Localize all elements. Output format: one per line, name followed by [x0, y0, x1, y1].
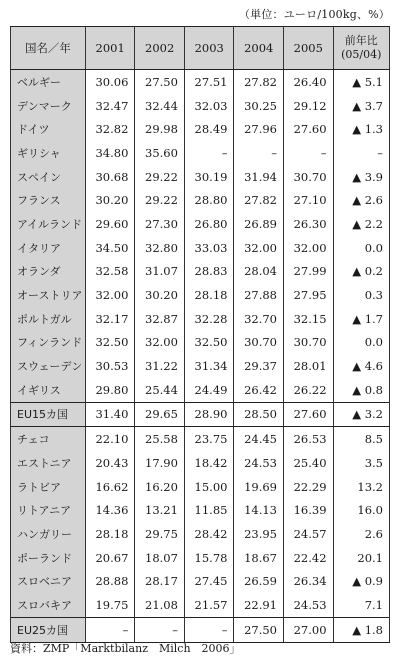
value-cell: 27.82 — [234, 70, 284, 94]
value-cell: 32.28 — [184, 307, 234, 331]
table-row — [11, 498, 390, 522]
value-cell: 13.21 — [135, 498, 185, 522]
value-cell: 32.00 — [284, 236, 334, 260]
value-cell: 32.03 — [184, 94, 234, 118]
value-cell: 15.00 — [184, 475, 234, 499]
change-cell: ▲ 5.1 — [333, 70, 389, 94]
value-cell: 29.22 — [135, 188, 185, 212]
change-cell: ▲ 2.2 — [333, 212, 389, 236]
value-cell: 27.51 — [184, 70, 234, 94]
value-cell: 26.30 — [284, 212, 334, 236]
table-row — [11, 212, 390, 236]
value-cell: 25.44 — [135, 378, 185, 402]
value-cell: 26.42 — [234, 378, 284, 402]
value-cell: 22.42 — [284, 546, 334, 570]
value-cell: 26.80 — [184, 212, 234, 236]
change-cell: 0.0 — [333, 331, 389, 355]
table-row — [11, 165, 390, 189]
value-cell: 35.60 — [135, 141, 185, 165]
country-cell: EU25カ国 — [11, 617, 86, 642]
value-cell: 29.12 — [284, 94, 334, 118]
value-cell: 28.80 — [184, 188, 234, 212]
value-cell: 24.49 — [184, 378, 234, 402]
country-cell: イタリア — [11, 236, 86, 260]
value-cell: 28.18 — [85, 522, 135, 546]
change-cell: 2.6 — [333, 522, 389, 546]
value-cell: 34.80 — [85, 141, 135, 165]
country-cell: EU15カ国 — [11, 402, 86, 427]
value-cell: 22.10 — [85, 427, 135, 451]
table-row — [11, 522, 390, 546]
value-cell: 19.69 — [234, 475, 284, 499]
country-cell: スロバキア — [11, 593, 86, 617]
change-cell: 7.1 — [333, 593, 389, 617]
country-cell: ポルトガル — [11, 307, 86, 331]
value-cell: 28.04 — [234, 260, 284, 284]
table-row — [11, 475, 390, 499]
value-cell: 30.25 — [234, 94, 284, 118]
table-row — [11, 331, 390, 355]
value-cell: 29.60 — [85, 212, 135, 236]
value-cell: 23.95 — [234, 522, 284, 546]
value-cell: 24.53 — [284, 593, 334, 617]
value-cell: 29.98 — [135, 117, 185, 141]
value-cell: 19.75 — [85, 593, 135, 617]
table-row — [11, 117, 390, 141]
change-cell: ▲ 0.2 — [333, 260, 389, 284]
change-cell: 20.1 — [333, 546, 389, 570]
table-row — [11, 70, 390, 94]
country-cell: イギリス — [11, 378, 86, 402]
value-cell: 25.58 — [135, 427, 185, 451]
value-cell: 27.82 — [234, 188, 284, 212]
value-cell: 26.59 — [234, 569, 284, 593]
value-cell: 27.99 — [284, 260, 334, 284]
table-body — [11, 70, 390, 643]
value-cell: 29.80 — [85, 378, 135, 402]
value-cell: 32.44 — [135, 94, 185, 118]
value-cell: 28.18 — [184, 283, 234, 307]
value-cell: 27.96 — [234, 117, 284, 141]
change-cell: 0.3 — [333, 283, 389, 307]
value-cell: 28.88 — [85, 569, 135, 593]
value-cell: – — [184, 617, 234, 642]
change-cell: 16.0 — [333, 498, 389, 522]
value-cell: 30.70 — [284, 165, 334, 189]
value-cell: 16.20 — [135, 475, 185, 499]
value-cell: 14.13 — [234, 498, 284, 522]
value-cell: 32.00 — [234, 236, 284, 260]
value-cell: 32.15 — [284, 307, 334, 331]
value-cell: 32.50 — [184, 331, 234, 355]
value-cell: 30.68 — [85, 165, 135, 189]
value-cell: 32.00 — [85, 283, 135, 307]
value-cell: 28.01 — [284, 354, 334, 378]
header-change-period: (05/04) — [341, 48, 382, 61]
value-cell: – — [284, 141, 334, 165]
change-cell: ▲ 1.3 — [333, 117, 389, 141]
value-cell: 27.50 — [135, 70, 185, 94]
value-cell: 26.53 — [284, 427, 334, 451]
value-cell: – — [234, 141, 284, 165]
value-cell: 23.75 — [184, 427, 234, 451]
value-cell: 27.88 — [234, 283, 284, 307]
summary-row — [11, 402, 390, 427]
value-cell: 27.10 — [284, 188, 334, 212]
value-cell: 22.29 — [284, 475, 334, 499]
table-row — [11, 307, 390, 331]
value-cell: 26.34 — [284, 569, 334, 593]
table-row — [11, 378, 390, 402]
country-cell: ラトビア — [11, 475, 86, 499]
country-cell: ハンガリー — [11, 522, 86, 546]
table-row — [11, 94, 390, 118]
value-cell: 32.82 — [85, 117, 135, 141]
source-note: 資料：ZMP「Marktbilanz Milch 2006」 — [10, 642, 241, 655]
country-cell: ドイツ — [11, 117, 86, 141]
value-cell: 31.34 — [184, 354, 234, 378]
value-cell: 21.57 — [184, 593, 234, 617]
value-cell: 20.67 — [85, 546, 135, 570]
value-cell: 18.67 — [234, 546, 284, 570]
value-cell: 24.45 — [234, 427, 284, 451]
value-cell: – — [135, 617, 185, 642]
header-year-2005: 2005 — [284, 27, 334, 70]
table-row — [11, 427, 390, 451]
value-cell: 32.47 — [85, 94, 135, 118]
value-cell: 33.03 — [184, 236, 234, 260]
value-cell: 32.87 — [135, 307, 185, 331]
country-cell: リトアニア — [11, 498, 86, 522]
table-row — [11, 354, 390, 378]
header-change — [333, 27, 389, 70]
change-cell: ▲ 3.7 — [333, 94, 389, 118]
header-year-2003: 2003 — [184, 27, 234, 70]
change-cell: ▲ 3.9 — [333, 165, 389, 189]
value-cell: 28.83 — [184, 260, 234, 284]
country-cell: アイルランド — [11, 212, 86, 236]
header-change-label: 前年比 — [344, 34, 378, 47]
table-row — [11, 141, 390, 165]
header-country: 国名／年 — [11, 27, 86, 70]
change-cell: ▲ 2.6 — [333, 188, 389, 212]
value-cell: 22.91 — [234, 593, 284, 617]
change-cell: ▲ 1.8 — [333, 617, 389, 642]
country-cell: オランダ — [11, 260, 86, 284]
value-cell: 25.40 — [284, 451, 334, 475]
value-cell: 27.00 — [284, 617, 334, 642]
country-cell: ギリシャ — [11, 141, 86, 165]
value-cell: 31.94 — [234, 165, 284, 189]
value-cell: 30.19 — [184, 165, 234, 189]
country-cell: スペイン — [11, 165, 86, 189]
change-cell: 0.0 — [333, 236, 389, 260]
value-cell: 32.50 — [85, 331, 135, 355]
value-cell: 31.22 — [135, 354, 185, 378]
milk-price-table — [10, 26, 390, 643]
value-cell: – — [85, 617, 135, 642]
country-cell: オーストリア — [11, 283, 86, 307]
change-cell: ▲ 1.7 — [333, 307, 389, 331]
country-cell: チェコ — [11, 427, 86, 451]
header-year-2001: 2001 — [85, 27, 135, 70]
value-cell: 26.40 — [284, 70, 334, 94]
header-row — [11, 27, 390, 70]
country-cell: スウェーデン — [11, 354, 86, 378]
value-cell: 27.60 — [284, 402, 334, 427]
value-cell: 30.70 — [284, 331, 334, 355]
country-cell: デンマーク — [11, 94, 86, 118]
value-cell: 32.00 — [135, 331, 185, 355]
value-cell: 26.22 — [284, 378, 334, 402]
value-cell: 32.58 — [85, 260, 135, 284]
value-cell: 28.90 — [184, 402, 234, 427]
table-row — [11, 451, 390, 475]
value-cell: 26.89 — [234, 212, 284, 236]
value-cell: 32.70 — [234, 307, 284, 331]
value-cell: 14.36 — [85, 498, 135, 522]
value-cell: 29.75 — [135, 522, 185, 546]
value-cell: 31.07 — [135, 260, 185, 284]
value-cell: 18.07 — [135, 546, 185, 570]
value-cell: 30.53 — [85, 354, 135, 378]
value-cell: 20.43 — [85, 451, 135, 475]
value-cell: 27.45 — [184, 569, 234, 593]
value-cell: 15.78 — [184, 546, 234, 570]
value-cell: 31.40 — [85, 402, 135, 427]
value-cell: 29.22 — [135, 165, 185, 189]
value-cell: 29.37 — [234, 354, 284, 378]
change-cell: ▲ 4.6 — [333, 354, 389, 378]
country-cell: エストニア — [11, 451, 86, 475]
country-cell: フィンランド — [11, 331, 86, 355]
table-row — [11, 546, 390, 570]
value-cell: 29.65 — [135, 402, 185, 427]
value-cell: 28.50 — [234, 402, 284, 427]
value-cell: 27.95 — [284, 283, 334, 307]
value-cell: 17.90 — [135, 451, 185, 475]
value-cell: 32.17 — [85, 307, 135, 331]
value-cell: 27.50 — [234, 617, 284, 642]
change-cell: ▲ 0.9 — [333, 569, 389, 593]
value-cell: 30.20 — [85, 188, 135, 212]
header-year-2002: 2002 — [135, 27, 185, 70]
table-row — [11, 236, 390, 260]
value-cell: – — [184, 141, 234, 165]
country-cell: ポーランド — [11, 546, 86, 570]
table-row — [11, 569, 390, 593]
table-row — [11, 260, 390, 284]
table-row — [11, 283, 390, 307]
value-cell: 24.53 — [234, 451, 284, 475]
value-cell: 18.42 — [184, 451, 234, 475]
summary-row — [11, 617, 390, 642]
value-cell: 21.08 — [135, 593, 185, 617]
country-cell: ベルギー — [11, 70, 86, 94]
change-cell: – — [333, 141, 389, 165]
header-year-2004: 2004 — [234, 27, 284, 70]
value-cell: 11.85 — [184, 498, 234, 522]
value-cell: 16.62 — [85, 475, 135, 499]
value-cell: 16.39 — [284, 498, 334, 522]
value-cell: 28.49 — [184, 117, 234, 141]
change-cell: ▲ 0.8 — [333, 378, 389, 402]
value-cell: 28.17 — [135, 569, 185, 593]
value-cell: 30.20 — [135, 283, 185, 307]
value-cell: 30.06 — [85, 70, 135, 94]
value-cell: 32.80 — [135, 236, 185, 260]
value-cell: 30.70 — [234, 331, 284, 355]
country-cell: フランス — [11, 188, 86, 212]
unit-note: （単位：ユーロ/100kg、%） — [238, 8, 390, 21]
table-row — [11, 188, 390, 212]
change-cell: ▲ 3.2 — [333, 402, 389, 427]
value-cell: 27.30 — [135, 212, 185, 236]
value-cell: 24.57 — [284, 522, 334, 546]
change-cell: 8.5 — [333, 427, 389, 451]
value-cell: 34.50 — [85, 236, 135, 260]
change-cell: 13.2 — [333, 475, 389, 499]
value-cell: 27.60 — [284, 117, 334, 141]
value-cell: 28.42 — [184, 522, 234, 546]
table-row — [11, 593, 390, 617]
country-cell: スロベニア — [11, 569, 86, 593]
change-cell: 3.5 — [333, 451, 389, 475]
